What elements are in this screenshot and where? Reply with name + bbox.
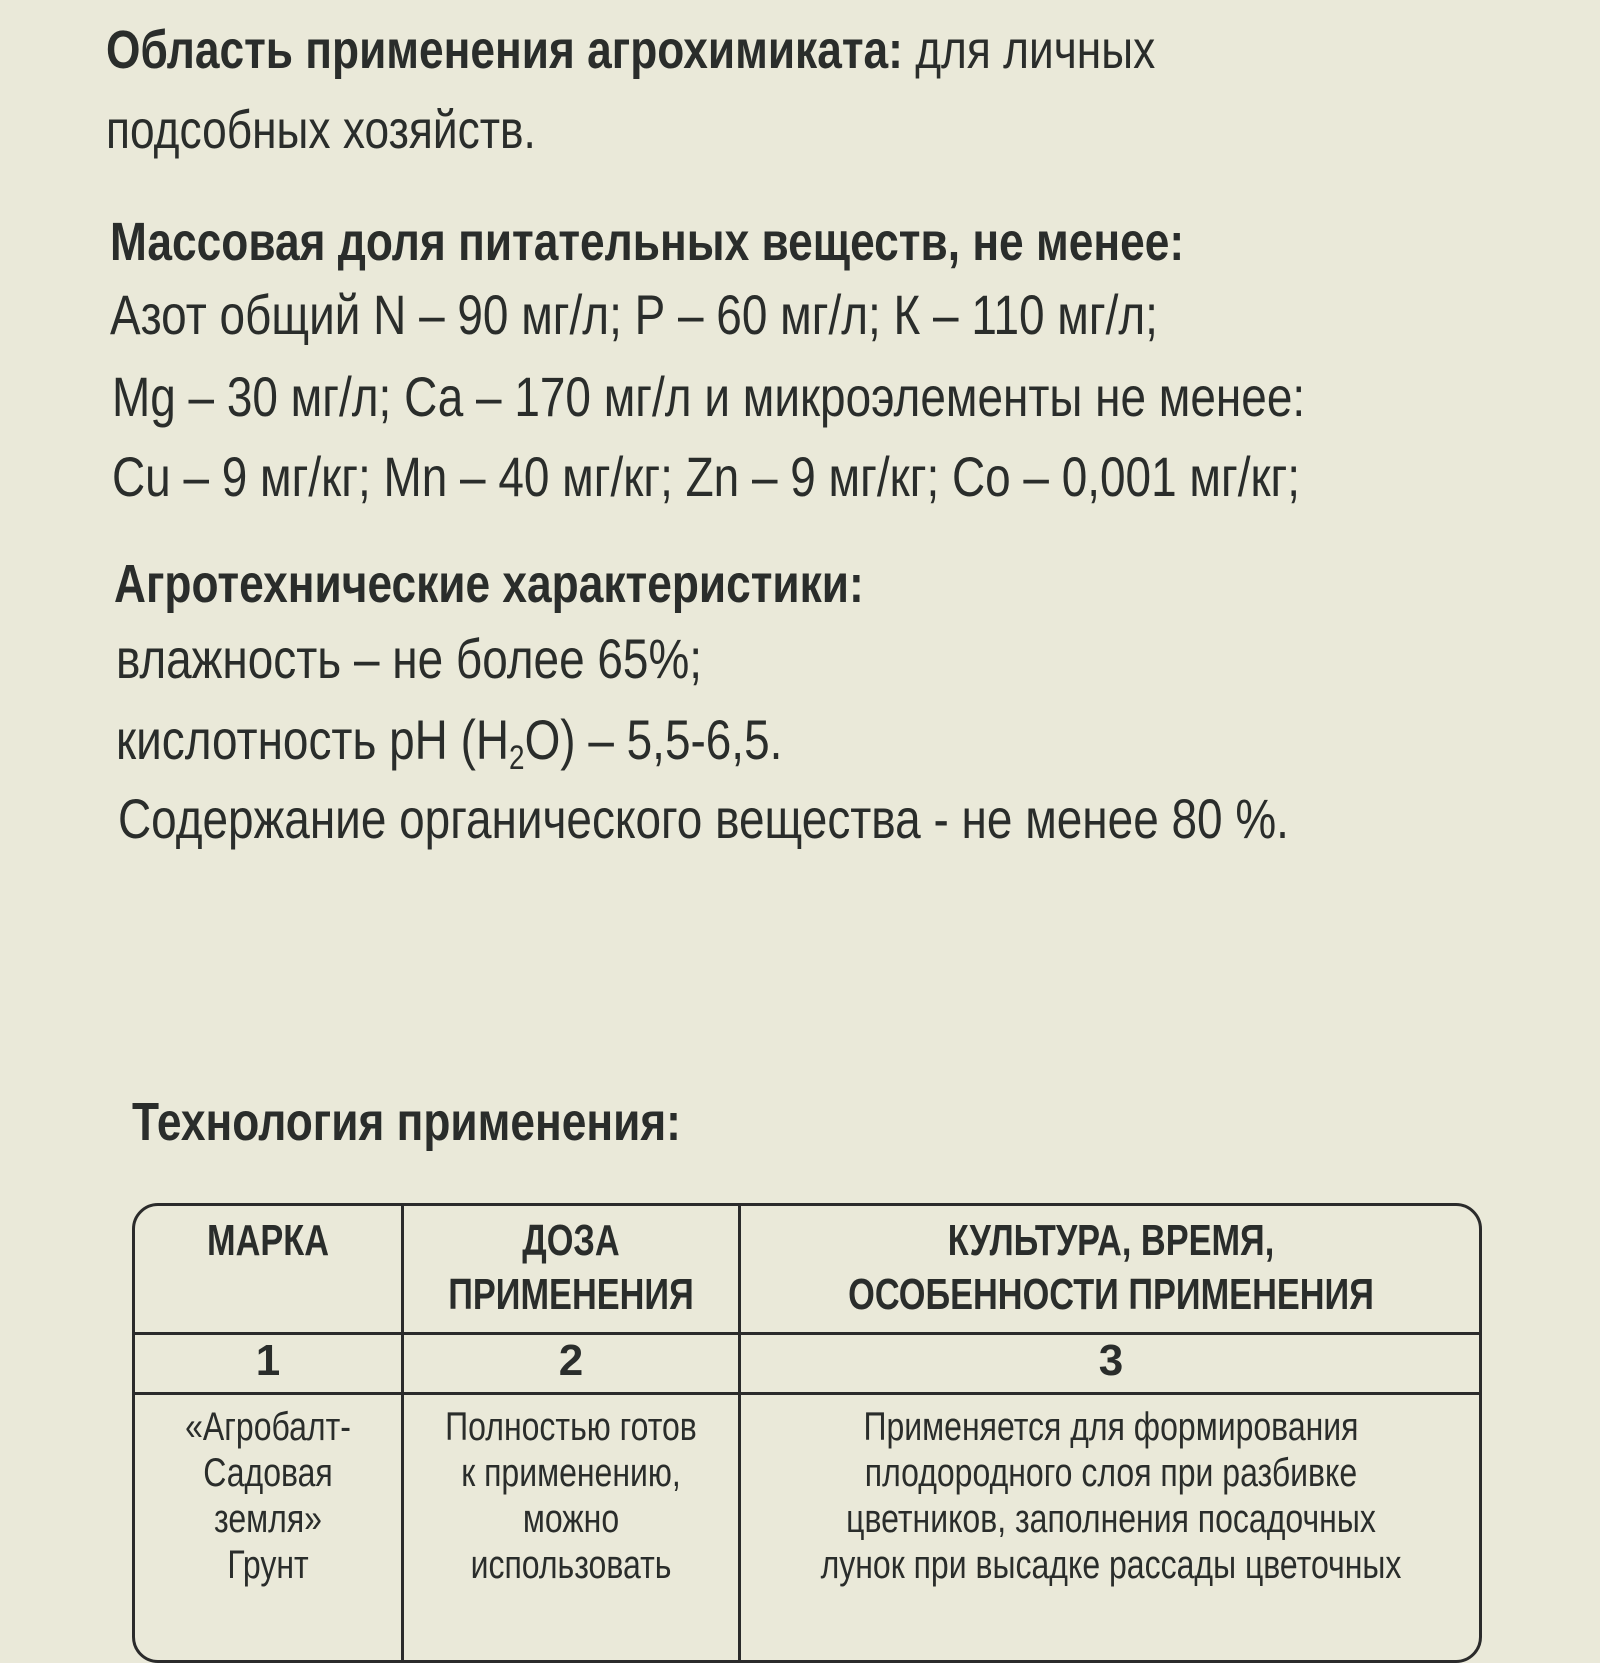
usage-line: лунок при высадке рассады цветочных [820,1543,1402,1587]
usage-line: плодородного слоя при разбивке [864,1451,1358,1495]
nutrients-line-2: Mg – 30 мг/л; Са – 170 мг/л и микроэлементы не менее: [112,365,1306,428]
dose-line: использовать [470,1543,672,1587]
header-culture-line-1: КУЛЬТУРА, ВРЕМЯ, [947,1216,1275,1265]
table-divider [401,1206,404,1660]
application-table [132,1203,1482,1663]
row-dose [437,1404,704,1588]
acidity-suffix: О) – 5,5-6,5. [524,708,783,771]
dose-line: к применению, [461,1451,681,1495]
header-dose-line-2: ПРИМЕНЕНИЯ [448,1270,694,1319]
header-dose-line-1: ДОЗА [522,1216,620,1265]
acidity-subscript: 2 [509,739,525,777]
dose-line: Полностью готов [445,1405,697,1449]
column-number-3: 3 [1098,1336,1124,1385]
usage-line: цветников, заполнения посадочных [846,1497,1376,1541]
column-number-1: 1 [255,1336,281,1385]
row-usage [815,1404,1407,1588]
nutrients-line-1: Азот общий N – 90 мг/л; Р – 60 мг/л; К – 110 мг/л; [110,283,1158,346]
scope-text-1: для личных [915,20,1156,80]
table-divider [135,1392,1479,1395]
table-divider [738,1206,741,1660]
technology-heading: Технология применения: [132,1092,681,1152]
row-brand [162,1404,375,1588]
header-culture [822,1214,1399,1322]
header-dose [441,1214,702,1322]
header-brand: МАРКА [207,1216,329,1265]
header-culture-line-2: ОСОБЕННОСТИ ПРИМЕНЕНИЯ [848,1270,1374,1319]
acidity-prefix: кислотность рН (Н [116,708,510,771]
brand-line: Садовая [203,1451,333,1495]
agrotech-acidity [116,708,783,777]
nutrients-line-3: Cu – 9 мг/кг; Mn – 40 мг/кг; Zn – 9 мг/кг; Co – 0,001 мг/кг; [112,445,1301,508]
agrotech-heading: Агротехнические характеристики: [114,554,864,614]
agrotech-organic: Содержание органического вещества - не менее 80 %. [118,787,1289,850]
scope-line-1 [106,18,1155,82]
nutrients-heading: Массовая доля питательных веществ, не менее: [110,212,1185,272]
agrotech-moisture: влажность – не более 65%; [116,627,703,690]
scope-text-2: подсобных хозяйств. [106,100,536,160]
brand-line: Грунт [227,1543,309,1587]
scope-label: Область применения агрохимиката: [106,20,903,80]
column-number-2: 2 [558,1336,584,1385]
dose-line: можно [522,1497,620,1541]
usage-line: Применяется для формирования [863,1405,1359,1449]
brand-line: «Агробалт- [185,1405,351,1449]
table-divider [135,1332,1479,1335]
brand-line: земля» [214,1497,322,1541]
